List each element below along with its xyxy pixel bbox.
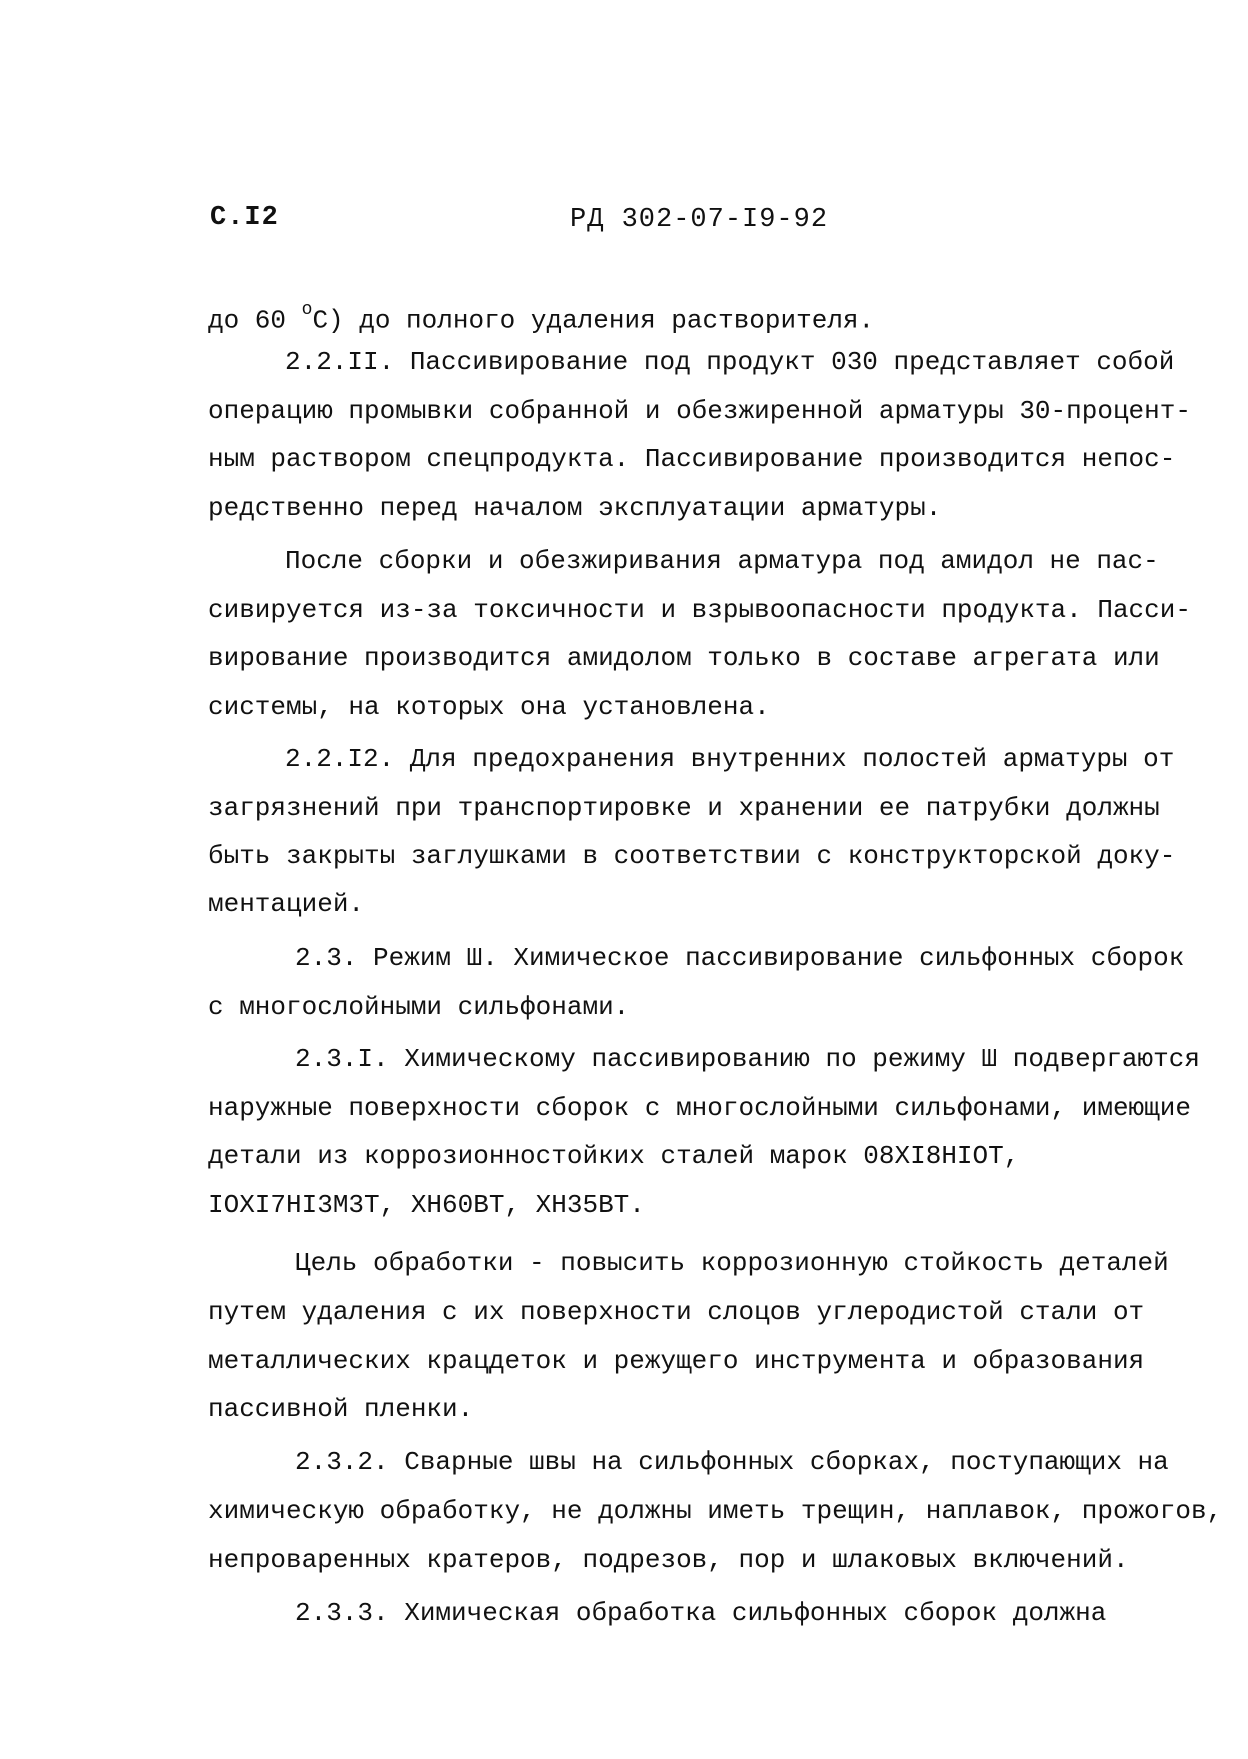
text-line: вирование производится амидолом только в составе агрегата или xyxy=(208,643,1160,673)
paragraph-2-3-3: 2.3.3. Химическая обработка сильфонных сборок должна xyxy=(295,1598,1107,1628)
paragraph-2-2-11: 2.2.II. Пассивирование под продукт 030 представляет собой xyxy=(285,347,1175,377)
text-line: до 60 $^о$С) до полного удаления растворителя. xyxy=(208,300,875,336)
text-line: детали из коррозионностойких сталей марок 08XI8HIOT, xyxy=(208,1141,1020,1171)
text-line: пассивной пленки. xyxy=(208,1394,474,1424)
text-line: ным раствором спецпродукта. Пассивирование производится непос- xyxy=(208,444,1176,474)
text-line: с многослойными сильфонами. xyxy=(208,992,630,1022)
paragraph-2-3-1: 2.3.I. Химическому пассивированию по режиму Ш подвергаются xyxy=(295,1044,1200,1074)
text-line: путем удаления с их поверхности слоцов углеродистой стали от xyxy=(208,1297,1145,1327)
text-line: операцию промывки собранной и обезжиренной арматуры 30-процент- xyxy=(208,396,1191,426)
paragraph-purpose: Цель обработки - повысить коррозионную стойкость деталей xyxy=(295,1248,1169,1278)
text-line: IOXI7HI3M3T, XH60BT, XH35BT. xyxy=(208,1190,645,1220)
text-line: непроваренных кратеров, подрезов, пор и шлаковых включений. xyxy=(208,1545,1129,1575)
page-number: С.I2 xyxy=(210,203,279,233)
text-line: сивируется из-за токсичности и взрывоопасности продукта. Пасси- xyxy=(208,595,1191,625)
text-line: ментацией. xyxy=(208,889,365,919)
text-line: загрязнений при транспортировке и хранении ее патрубки должны xyxy=(208,793,1160,823)
document-code: РД 302-07-I9-92 xyxy=(570,205,829,235)
text-line: редственно перед началом эксплуатации арматуры. xyxy=(208,493,942,523)
paragraph-2-3-2: 2.3.2. Сварные швы на сильфонных сборках, поступающих на xyxy=(295,1447,1169,1477)
text-line: системы, на которых она установлена. xyxy=(208,692,770,722)
text-line: наружные поверхности сборок с многослойными сильфонами, имеющие xyxy=(208,1093,1191,1123)
text-line: химическую обработку, не должны иметь трещин, наплавок, прожогов, xyxy=(208,1496,1223,1526)
section-heading-2-3: 2.3. Режим Ш. Химическое пассивирование сильфонных сборок xyxy=(295,943,1185,973)
text-line: быть закрыты заглушками в соответствии с конструкторской доку- xyxy=(208,841,1176,871)
text-line: металлических крацдеток и режущего инструмента и образования xyxy=(208,1346,1145,1376)
paragraph-after-assembly: После сборки и обезжиривания арматура под амидол не пас- xyxy=(285,546,1159,576)
paragraph-2-2-12: 2.2.I2. Для предохранения внутренних полостей арматуры от xyxy=(285,744,1175,774)
